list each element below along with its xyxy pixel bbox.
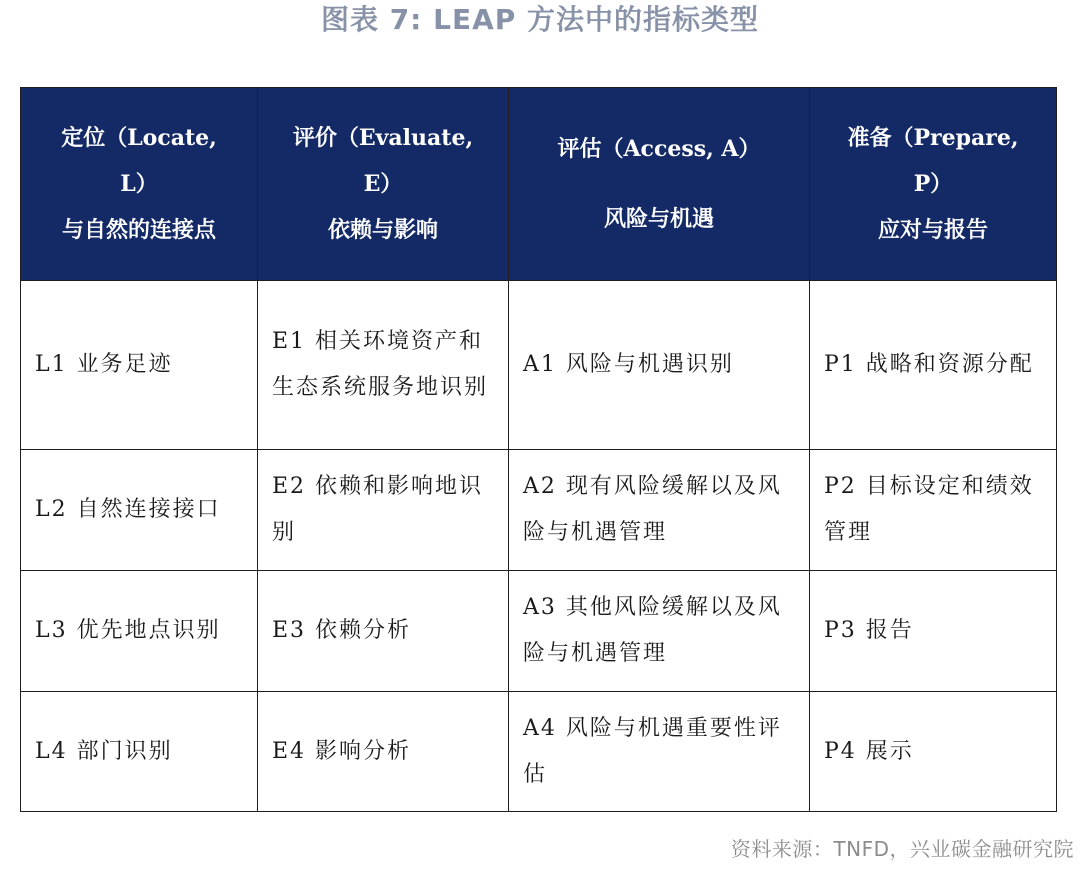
page-title: 图表 7: LEAP 方法中的指标类型 <box>320 3 760 36</box>
table-header-row <box>21 88 1057 281</box>
header-assess-line1: 评估（Access, A） <box>557 136 761 162</box>
table-cell: A1 风险与机遇识别 <box>509 281 810 450</box>
header-locate-line3: 与自然的连接点 <box>61 217 216 243</box>
table-row <box>21 450 1057 571</box>
table-cell: L3 优先地点识别 <box>21 571 258 692</box>
header-locate-line2: L） <box>120 171 158 197</box>
header-evaluate-line3: 依赖与影响 <box>327 217 438 243</box>
table-cell: E2 依赖和影响地识别 <box>258 450 509 571</box>
table-row <box>21 571 1057 692</box>
table-cell: P4 展示 <box>810 692 1057 812</box>
table-cell: L4 部门识别 <box>21 692 258 812</box>
table-cell: P3 报告 <box>810 571 1057 692</box>
table-cell: L1 业务足迹 <box>21 281 258 450</box>
table-cell: P1 战略和资源分配 <box>810 281 1057 450</box>
header-prepare <box>810 88 1057 281</box>
header-prepare-line3: 应对与报告 <box>877 217 988 243</box>
header-evaluate <box>258 88 509 281</box>
header-evaluate-line1: 评价（Evaluate, <box>292 125 474 151</box>
table-cell: L2 自然连接接口 <box>21 450 258 571</box>
header-prepare-line1: 准备（Prepare, <box>847 125 1019 151</box>
header-prepare-line2: P） <box>913 171 953 197</box>
table-cell: P2 目标设定和绩效管理 <box>810 450 1057 571</box>
table-cell: A3 其他风险缓解以及风险与机遇管理 <box>509 571 810 692</box>
table-cell: E1 相关环境资产和生态系统服务地识别 <box>258 281 509 450</box>
table-cell: E4 影响分析 <box>258 692 509 812</box>
table-cell: A2 现有风险缓解以及风险与机遇管理 <box>509 450 810 571</box>
header-assess <box>509 88 810 281</box>
leap-indicator-table <box>20 87 1057 812</box>
header-locate-line1: 定位（Locate, <box>61 125 217 151</box>
table-cell: A4 风险与机遇重要性评估 <box>509 692 810 812</box>
source-note: 资料来源：TNFD，兴业碳金融研究院 <box>730 837 1074 861</box>
header-locate <box>21 88 258 281</box>
header-evaluate-line2: E） <box>363 171 403 197</box>
table-row <box>21 692 1057 812</box>
table-row <box>21 281 1057 450</box>
table-cell: E3 依赖分析 <box>258 571 509 692</box>
header-assess-line3: 风险与机遇 <box>603 206 714 232</box>
